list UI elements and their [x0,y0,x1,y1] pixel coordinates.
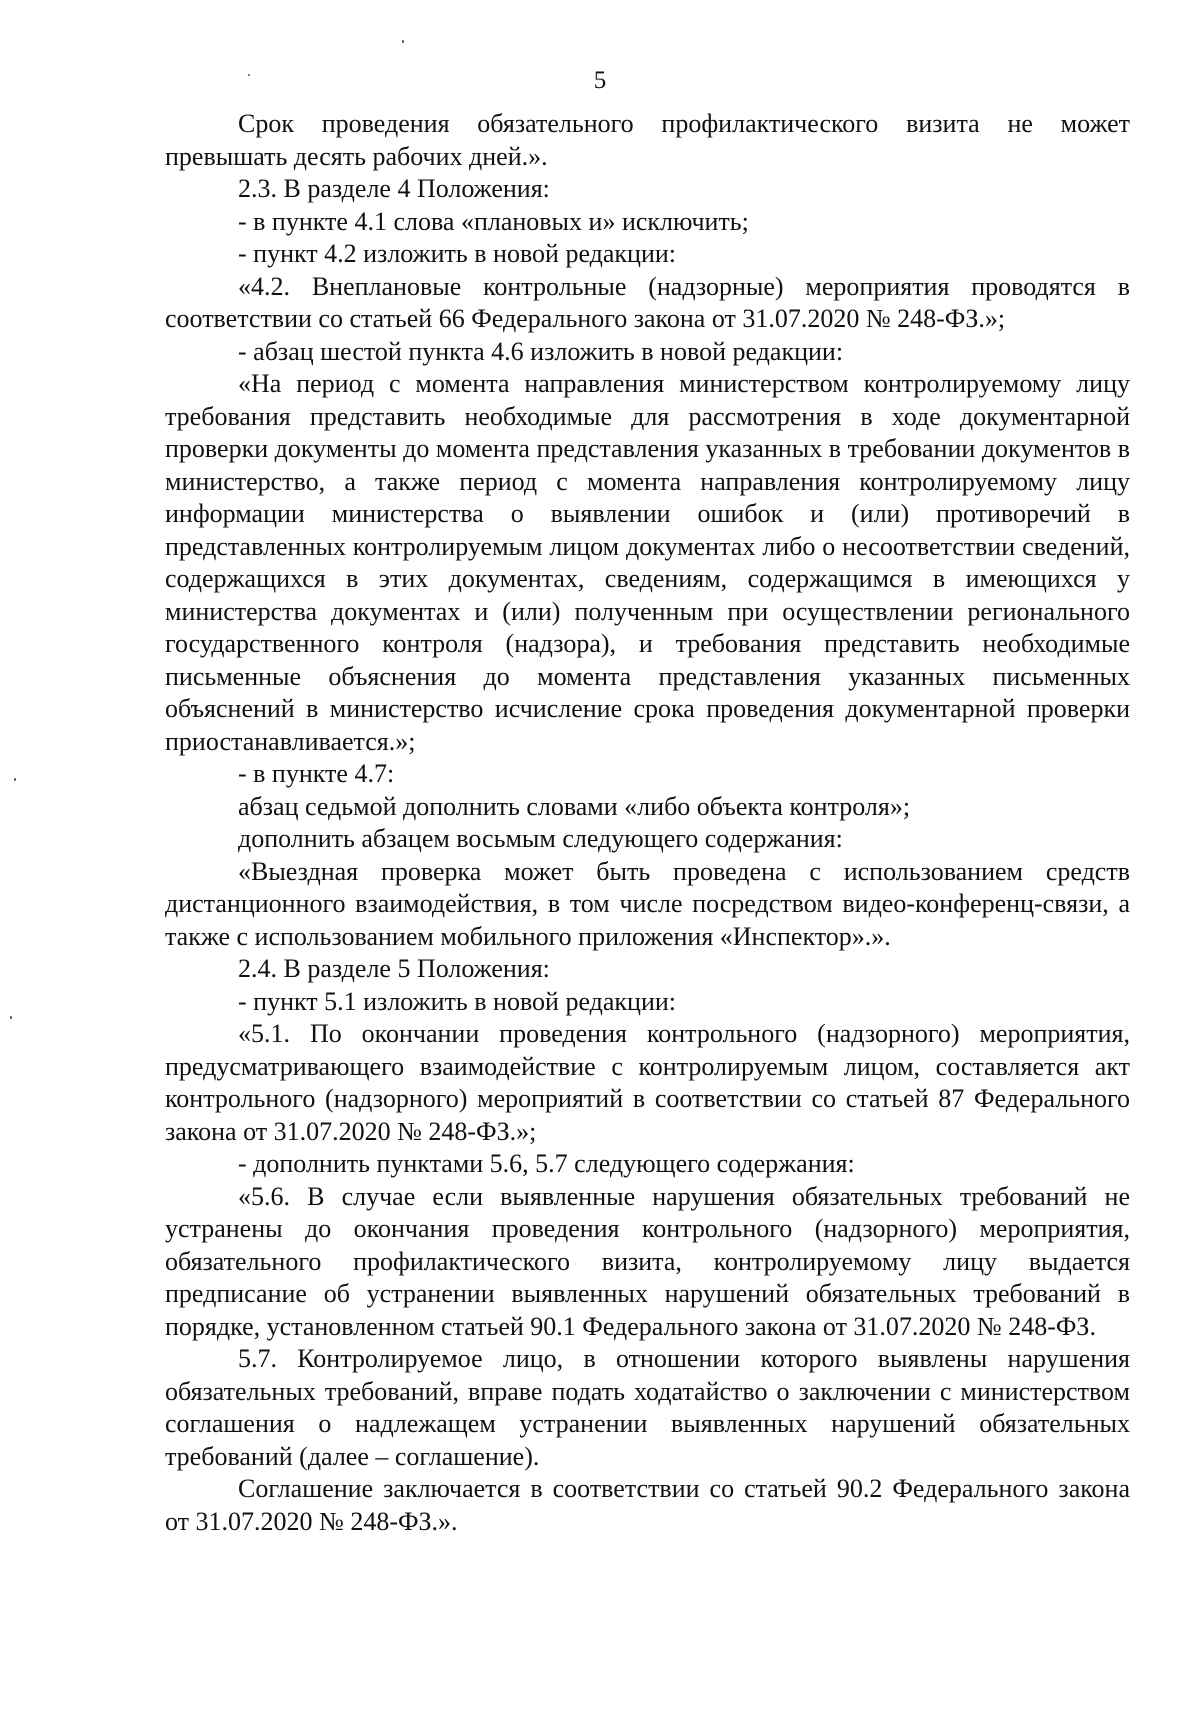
page-number: 5 [593,67,607,94]
scan-speck [248,74,250,76]
paragraph: - в пункте 4.7: [238,759,395,788]
paragraph: Соглашение заключается в соответствии со статьей 90.2 Федерального закона от 31.07.2020 № 248-ФЗ.». [165,1474,1130,1536]
scan-speck [402,40,404,43]
paragraph: - в пункте 4.1 слова «плановых и» исключить; [238,206,749,236]
paragraph: - пункт 4.2 изложить в новой редакции: [238,239,677,268]
paragraph: 2.4. В разделе 5 Положения: [238,954,550,983]
scan-speck [10,1016,12,1019]
paragraph: абзац седьмой дополнить словами «либо объекта контроля»; [238,791,911,821]
paragraph: «5.6. В случае если выявленные нарушения обязательных требований не устранены до окончания проведения контрольного (надзорного) мероприятия, обязательного профилактического визита, контролируемому лицу выдается предписание об устранении выявленных нарушений обязательных требований в порядке, установленном статьей 90.1 Федерального закона от 31.07.2020 № 248-ФЗ. [165,1181,1130,1341]
document-body [165,108,1130,1538]
paragraph: - абзац шестой пункта 4.6 изложить в новой редакции: [238,336,844,366]
paragraph: - пункт 5.1 изложить в новой редакции: [238,986,677,1016]
paragraph: Срок проведения обязательного профилактического визита не может превышать десять рабочих дней.». [165,109,1130,171]
paragraph: - дополнить пунктами 5.6, 5.7 следующего содержания: [238,1149,855,1178]
paragraph: «5.1. По окончании проведения контрольного (надзорного) мероприятия, предусматривающего взаимодействие с контролируемым лицом, составляется акт контрольного (надзорного) мероприятий в соответствии со статьей 87 Федерального закона от 31.07.2020 № 248-ФЗ.»; [165,1019,1130,1146]
paragraph: дополнить абзацем восьмым следующего содержания: [238,824,843,853]
paragraph: «Выездная проверка может быть проведена с использованием средств дистанционного взаимодействия, в том числе посредством видео-конференц-связи, а также с использованием мобильного приложения «Инспектор».». [165,856,1130,951]
paragraph: 5.7. Контролируемое лицо, в отношении которого выявлены нарушения обязательных требований, вправе подать ходатайство о заключении с министерством соглашения о надлежащем устранении выявленных нарушений обязательных требований (далее – соглашение). [165,1344,1130,1471]
paragraph: 2.3. В разделе 4 Положения: [238,174,550,203]
paragraph: «На период с момента направления министерством контролируемому лицу требования представить необходимые для рассмотрения в ходе документарной проверки документы до момента представления указанных в требовании документов в министерство, а также период с момента направления контролируемому лицу информации министерства о выявлении ошибок и (или) противоречий в представленных контролируемым лицом документах либо о несоответствии сведений, содержащихся в этих документах, сведениям, содержащимся в имеющихся у министерства документах и (или) полученным при осуществлении регионального государственного контроля (надзора), и требования представить необходимые письменные объяснения до момента представления указанных письменных объяснений в министерство исчисление срока проведения документарной проверки приостанавливается.»; [165,369,1130,756]
scan-speck [14,778,16,781]
paragraph: «4.2. Внеплановые контрольные (надзорные) мероприятия проводятся в соответствии со статьей 66 Федерального закона от 31.07.2020 № 248-ФЗ.»; [165,271,1130,333]
